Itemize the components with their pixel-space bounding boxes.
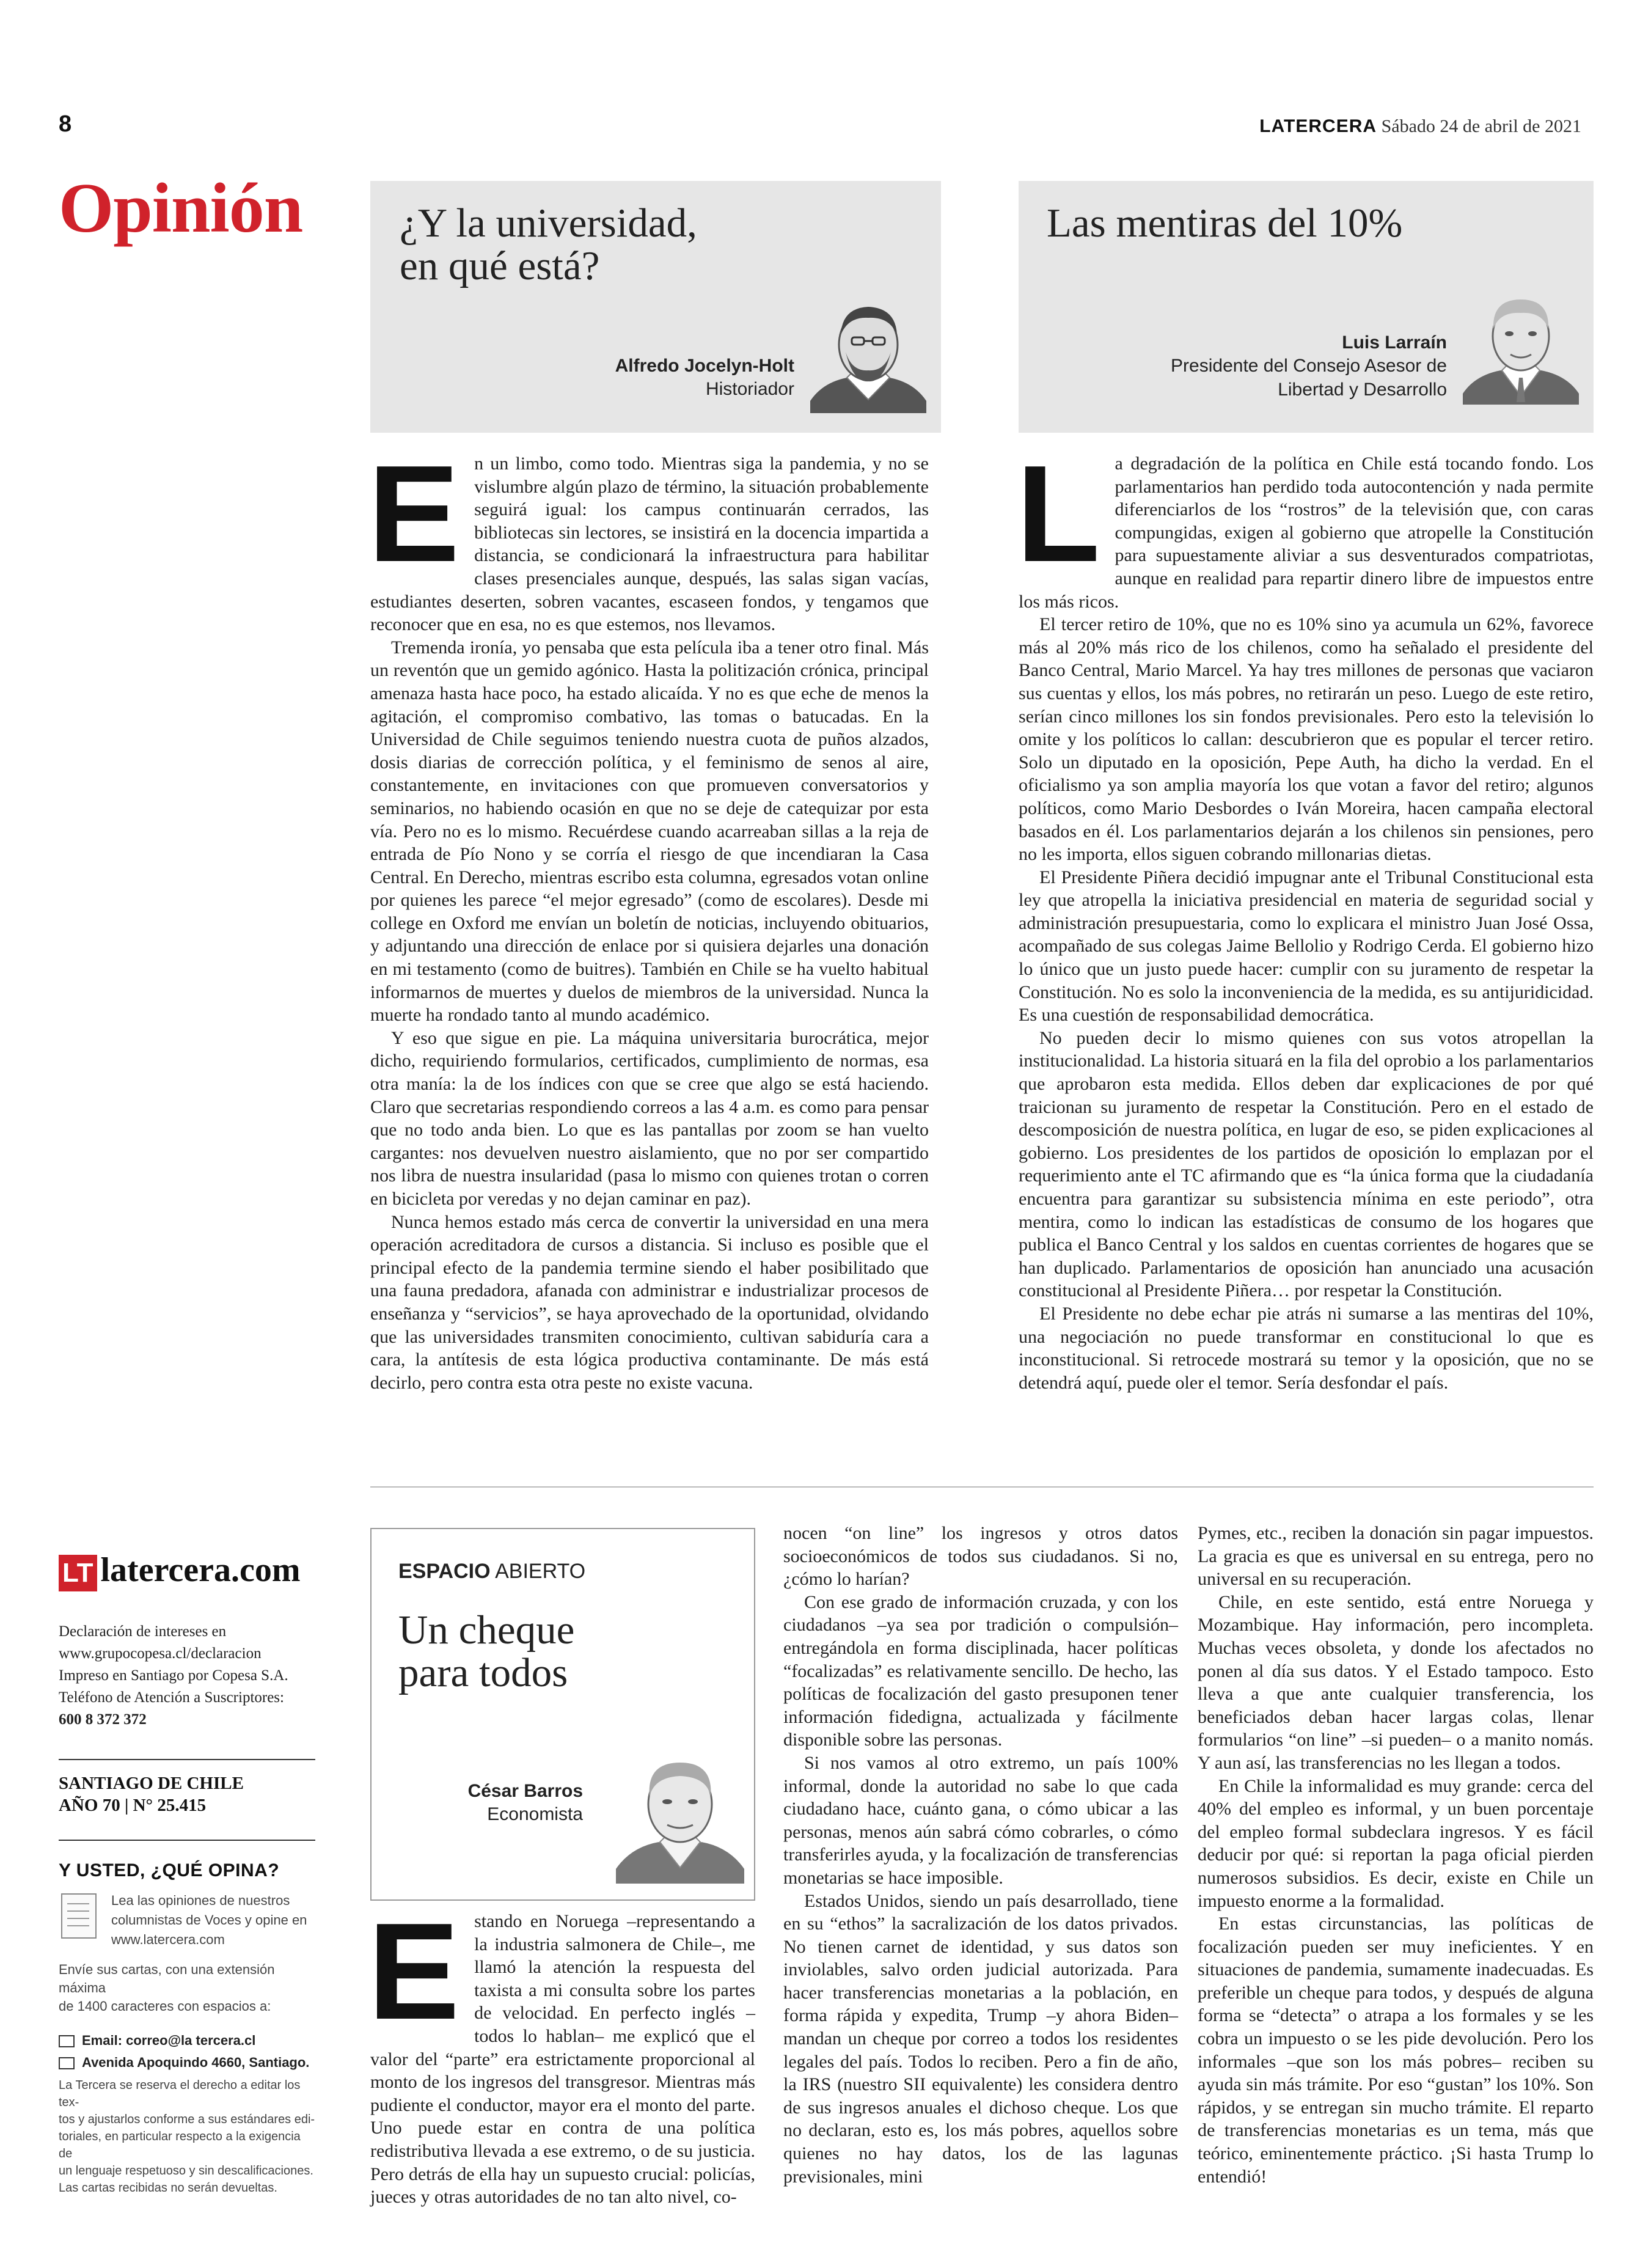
subscriber-phone: 600 8 372 372 <box>59 1711 147 1728</box>
paragraph: nocen “on line” los ingresos y otros datos socioeconómicos de todos sus ciudadanos. Si no, ¿cómo lo harían? <box>783 1523 1178 1590</box>
column-kicker <box>398 1560 585 1584</box>
declaration-link[interactable]: www.grupocopesa.cl/declaracion <box>59 1645 262 1662</box>
article1-byline <box>615 354 794 402</box>
kicker-bold: ESPACIO <box>398 1560 491 1583</box>
section-title: Opinión <box>59 169 303 248</box>
author-name: César Barros <box>467 1781 583 1801</box>
headline-line: Un cheque <box>398 1607 575 1653</box>
author-role: Economista <box>487 1804 583 1825</box>
paragraph: Chile, en este sentido, está entre Noruega y Mozambique. Hay información, pero incompleta. Muchas veces obsoleta, y donde los afectados no ponen al día sus datos. Y el Estado tampoco. Esto lleva a que ante cualquier transferencia, los beneficiados deban hacer largas colas, llenar formularios “on line” –si pueden– o a manito nomás. Y aun así, las transferencias no les llegan a todos. <box>1198 1591 1594 1773</box>
article2-body <box>1016 436 1594 1394</box>
paragraph: Con ese grado de información cruzada, y con los ciudadanos –ya sea por tradición o compulsión– entregándola en forma disciplinada, hacer políticas “focalizadas” es relativamente sencillo. De hecho, las políticas de focalización del gasto presuponen tener información fidedigna, actualizada y fácilmente disponible sobre las personas. <box>783 1591 1178 1750</box>
letters-info <box>59 1961 315 2072</box>
letters-line: Envíe sus cartas, con una extensión máxima <box>59 1962 275 1995</box>
invite-line: Lea las opiniones de nuestros <box>111 1893 290 1908</box>
paragraph: En estas circunstancias, las políticas de focalización pueden ser muy ineficientes. Y en situaciones de pandemia, sumamente inadecuadas. Es preferible un cheque para todos, y después de alguna forma se “detecta” o atrapa a los formales y se les cobra un impuesto o se les pide devolución. Pero los informales –que son los más pobres– reciben su ayuda sin más trámite. Por eso “gustan” los 10%. Son rápidos, y se entregan sin mucho trámite. El reparto de transferencias monetarias es un tema, más que teórico, eminentemente práctico. ¡Si hasta Trump lo entendió! <box>1198 1914 1594 2187</box>
article3-body-col1 <box>368 1894 755 2209</box>
page-number: 8 <box>59 111 72 137</box>
article3-header <box>370 1528 755 1901</box>
opinion-prompt: Y USTED, ¿QUÉ OPINA? <box>59 1860 280 1881</box>
document-icon <box>61 1893 97 1939</box>
article2-byline <box>1171 331 1447 402</box>
drop-cap: E <box>368 1894 460 2048</box>
letters-line: de 1400 caracteres con espacios a: <box>59 1998 271 2014</box>
postal-address: Avenida Apoquindo 4660, Santiago. <box>82 2055 310 2070</box>
paragraph: No pueden decir lo mismo quienes con sus votos atropellan la institucionalidad. La historia situará en la fila del oprobio a los parlamentarios que aprobaron esta medida. Ellos deben dar explicaciones de por qué traicionan su juramento de respetar la Constitución. Pero en el estado de descomposición de nuestra política, en lugar de eso, se piden explicaciones al gobierno. Los presidentes de los partidos de oposición lo emplazan por el requerimiento ante el TC afirmando que es “la única forma que la ciudadanía encuentra para garantizar su subsistencia mínima en este periodo”, otra mentira, como lo indican las estadísticas de consumo de los hogares que publica el Banco Central y los saldos en cuentas corrientes de hogares que se han duplicado. Parlamentarios de oposición han anunciado una acusación constitucional al Presidente Piñera… por respetar la Constitución. <box>1019 1027 1594 1301</box>
paragraph: n un limbo, como todo. Mientras siga la pandemia, y no se vislumbre algún plazo de término, la situación probablemente seguirá igual: los campus continuarán cerrados, las bibliotecas sin lectores, se insistirá en la docencia impartida a distancia, se condicionará la infraestructura para habilitar clases presenciales aunque, después, las salas sigan vacías, estudiantes deserten, sobren vacantes, escaseen fondos, y tengamos que reconocer que en esa, no es que estemos, nos llevamos. <box>370 453 929 635</box>
author-role: Libertad y Desarrollo <box>1278 379 1447 400</box>
address-contact <box>59 2053 315 2072</box>
email-contact[interactable] <box>59 2031 315 2050</box>
paragraph: Y eso que sigue en pie. La máquina universitaria burocrática, mejor dicho, requiriendo formularios, certificados, cumplimiento de normas, esa otra manía: la de los índices con que se cree que algo se está haciendo. Claro que secretarias respondiendo correos a las 4 a.m. es como para pensar que no todo anda bien. Lo que es las pantallas por zoom se han vuelto cargantes: nos devuelven nuestro aislamiento, que no por ser compartido nos libra de nuestra insularidad (pasa lo mismo con quienes trotan o corren en bicicleta por veredas y no dejan caminar en paz). <box>370 1027 929 1209</box>
disclaimer-line: Las cartas recibidas no serán devueltas. <box>59 2181 277 2195</box>
declaration-line: Impreso en Santiago por Copesa S.A. <box>59 1667 288 1684</box>
site-logo[interactable] <box>59 1551 300 1591</box>
headline-line: en qué está? <box>400 243 600 289</box>
divider <box>59 1840 315 1841</box>
divider <box>59 1759 315 1760</box>
disclaimer-line: La Tercera se reserva el derecho a editar los tex- <box>59 2079 301 2109</box>
kicker-rest: ABIERTO <box>490 1560 586 1583</box>
article3-body-col3 <box>1198 1522 1594 2188</box>
divider <box>370 1486 1594 1488</box>
edition-issue: AÑO 70 | N° 25.415 <box>59 1796 207 1815</box>
article1-body <box>368 436 929 1394</box>
invite-line: columnistas de Voces y opine en <box>111 1912 307 1928</box>
article2-headline: Las mentiras del 10% <box>1047 200 1403 246</box>
invite-link[interactable]: www.latercera.com <box>111 1932 225 1947</box>
disclaimer-line: toriales, en particular respecto a la exigencia de <box>59 2130 301 2160</box>
mailbox-icon <box>59 2057 75 2069</box>
letters-disclaimer <box>59 2077 315 2196</box>
paragraph: Pymes, etc., reciben la donación sin pagar impuestos. La gracia es que es universal en su entrega, pero no universal en su recuperación. <box>1198 1523 1594 1590</box>
paragraph: En Chile la informalidad es muy grande: cerca del 40% del empleo es informal, y un buen porcentaje del empleo formal subdeclara ingresos. Y es fácil deducir por qué: si reportan la paga oficial pierden numerosos subsidios. Es decir, existe en Chile un impuesto enorme a la formalidad. <box>1198 1775 1594 1911</box>
author-portrait <box>616 1749 744 1884</box>
logo-badge: LT <box>59 1555 97 1591</box>
edition-city: SANTIAGO DE CHILE <box>59 1774 244 1793</box>
author-role: Historiador <box>705 379 794 400</box>
brand-name: LATERCERA <box>1259 116 1377 136</box>
edition-info <box>59 1772 315 1816</box>
paragraph: stando en Noruega –representando a la industria salmonera de Chile–, me llamó la atención la respuesta del taxista a mi consulta sobre los partes de velocidad. En perfecto inglés –todos lo hablan– me explicó que el valor del “parte” era estrictamente proporcional al monto de los ingresos del transgresor. Mientras más pudiente el conductor, mayor era el monto del parte. Uno puede estar en contra de una política redistributiva llevada a ese extremo, o de su justicia. Pero detrás de ella hay un supuesto crucial: policías, jueces y otras autoridades de no tan alto nivel, co- <box>370 1911 755 2207</box>
article3-byline <box>468 1780 583 1827</box>
declaration-line: Declaración de intereses en <box>59 1623 227 1640</box>
paragraph: Nunca hemos estado más cerca de convertir la universidad en una mera operación acreditadora de cursos a distancia. Si incluso es posible que el principal efecto de la pandemia termine siendo el haber posibilitado que una fauna predadora, afanada con administrar e industrializar procesos de enseñanza y “servicios”, se haya aprovechado de la oportunidad, olvidando que las universidades transmiten conocimiento, cultivan sabiduría cara a cara, la antítesis de esta lógica productiva contaminante. De más está decirlo, pero contra esta otra peste no existe vacuna. <box>370 1211 929 1393</box>
declaration-line: Teléfono de Atención a Suscriptores: <box>59 1689 284 1706</box>
paragraph: Tremenda ironía, yo pensaba que esta película iba a tener otro final. Más un reventón que un gemido agónico. Hasta la politización crónica, principal amenaza hasta hace poco, ha estado alicaída. Y no es que eche de menos la agitación, el compromiso combativo, las tomas o batucadas. En la Universidad de Chile seguimos teniendo nuestra cuota de puños alzados, dosis diarias de corrección política, y el feminismo de senos al aire, constantemente, en invitaciones con que promueven conversatorios y seminarios, no habiendo ocasión en que no se deje de catequizar por esta vía. Pero no es lo mismo. Recuérdese cuando acarreaban sillas a la reja de entrada de Pío Nono y se corría el riesgo de que incendiaran la Casa Central. En Derecho, mientras escribo esta columna, egresados votan online por quienes les parece “el mejor egresado” (como de escolares). Desde mi college en Oxford me envían un boletín de noticias, incluyendo obituarios, y adjuntando una dirección de enlace por si quisiera dejarles una donación en mi testamento (como de buitres). También en Chile se ha vuelto habitual informarnos de muertes y duelos de miembros de la universidad. Nunca la muerte ha rondado tanto al mundo académico. <box>370 637 929 1026</box>
article1-headline <box>400 202 697 288</box>
paragraph: Estados Unidos, siendo un país desarrollado, tiene en su “ethos” la sacralización de los datos privados. No tienen carnet de identidad, y sus datos son inviolables, salvo orden judicial autorizada. Para hacer transferencias monetarias a la población, en forma rápida y expedita, Trump –y ahora Biden– mandan un cheque por correo a todos los residentes legales del país. Todos lo reciben. Pero a fin de año, la IRS (nuestro SII equivalente) les considera dentro de sus ingresos anuales el dichoso cheque. Los que no declaran, esto es, los más pobres, aquellos sobre quienes no hay datos, los de las lagunas previsionales, mini <box>783 1890 1178 2187</box>
headline-line: ¿Y la universidad, <box>400 200 697 246</box>
author-portrait <box>1463 288 1579 405</box>
disclaimer-line: tos y ajustarlos conforme a sus estándares edi- <box>59 2113 315 2126</box>
article2-header <box>1019 181 1594 433</box>
author-name: Alfredo Jocelyn-Holt <box>615 356 794 376</box>
issue-date: Sábado 24 de abril de 2021 <box>1381 116 1581 136</box>
headline-line: para todos <box>398 1650 568 1696</box>
masthead <box>1259 116 1581 137</box>
disclaimer-line: un lenguaje respetuoso y sin descalificaciones. <box>59 2164 313 2178</box>
paragraph: a degradación de la política en Chile está tocando fondo. Los parlamentarios han perdido toda autocontención y nada permite diferenciarlos de los “rostros” de la televisión que, con caras compungidas, exigen al gobierno que atropelle la Constitución para supuestamente aliviar a sus desventurados compatriotas, aunque en realidad para repartir dinero libre de impuestos entre los más ricos. <box>1019 453 1594 612</box>
article1-header <box>370 181 941 433</box>
drop-cap: E <box>368 436 460 590</box>
declaration-block <box>59 1621 315 1731</box>
article3-body-col2 <box>783 1522 1178 2188</box>
mail-icon <box>59 2035 75 2047</box>
author-role: Presidente del Consejo Asesor de <box>1171 356 1447 376</box>
paragraph: Si nos vamos al otro extremo, un país 100% informal, donde la autoridad no sabe lo que cada ciudadano hace, cuánto gana, o cómo ubicar a las personas, menos aún sabrá cómo cobrarles, o cómo transferirles ayuda, y la focalización de transferencias monetarias se hace imposible. <box>783 1752 1178 1888</box>
opinion-invite <box>111 1891 319 1950</box>
article3-headline <box>398 1609 574 1695</box>
author-portrait <box>810 297 926 413</box>
logo-text: latercera.com <box>100 1551 301 1589</box>
author-name: Luis Larraín <box>1342 332 1447 353</box>
paragraph: El Presidente no debe echar pie atrás ni sumarse a las mentiras del 10%, una negociación no puede transformar en constitucional lo que es inconstitucional. Si retrocede mostrará su temor y la oposición, que no se detendrá aquí, puede oler el temor. Sería desfondar el país. <box>1019 1303 1594 1393</box>
paragraph: El Presidente Piñera decidió impugnar ante el Tribunal Constitucional esta ley que atropella la iniciativa presidencial en materia de seguridad social y administración presupuestaria, como lo explicara el ministro Juan José Ossa, acompañado de sus colegas Jaime Bellolio y Rodrigo Cerda. El gobierno hizo lo único que un justo puede hacer: cumplir con su juramento de respetar la Constitución. No es solo la inconveniencia de la medida, es su antijuridicidad. Es una cuestión de responsabilidad democrática. <box>1019 867 1594 1026</box>
drop-cap: L <box>1016 436 1100 590</box>
email-address: Email: correo@la tercera.cl <box>82 2033 256 2048</box>
paragraph: El tercer retiro de 10%, que no es 10% sino ya acumula un 62%, favorece más al 20% más rico de los chilenos, como ha señalado el presidente del Banco Central, Mario Marcel. Ya hay tres millones de personas que vaciaron sus cuentas y ellos, los más pobres, no retirarán un peso. Luego de este retiro, serían cinco millones los sin fondos previsionales. Pero esto la televisión lo omite y los políticos lo callan: descubrieron que es popular el tercer retiro. Solo un diputado en la oposición, Pepe Auth, ha dicho la verdad. En el oficialismo ya son amplia mayoría los que votan a favor del retiro; algunos políticos, como Mario Desbordes o Iván Moreira, hacen campaña electoral basados en él. Los parlamentarios dejarán a los chilenos sin pensiones, pero no les importa, ellos siguen cobrando millonarias dietas. <box>1019 614 1594 865</box>
